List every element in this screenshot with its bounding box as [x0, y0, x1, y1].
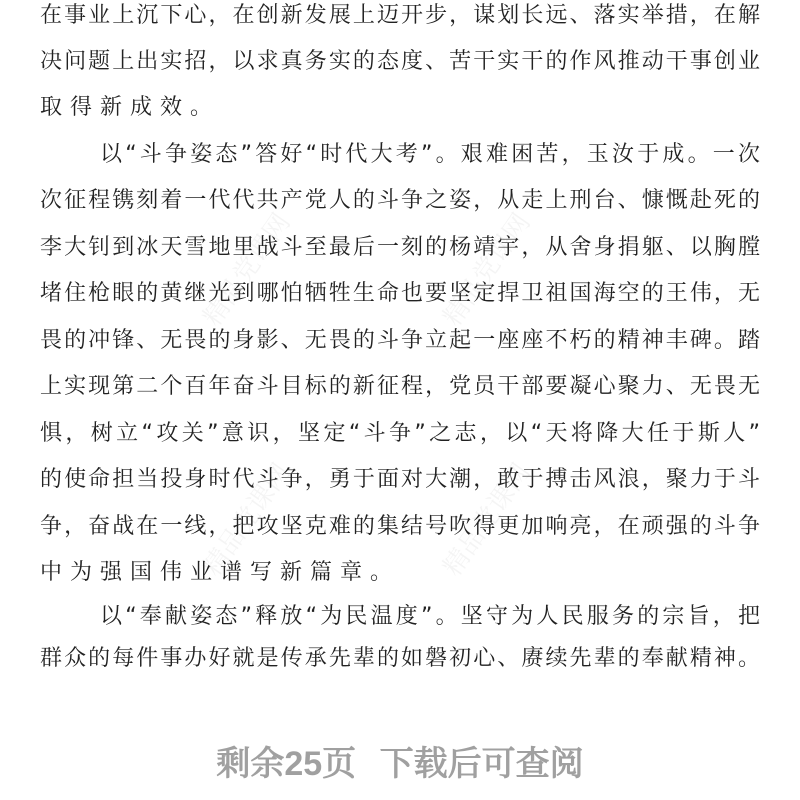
text-line: 群众的每件事办好就是传承先辈的如磐初心、赓续先辈的奉献精神。 [40, 646, 760, 671]
text-line: 取得新成效。 [40, 95, 221, 120]
download-prompt[interactable]: 剩余25页 下载后可查阅 [216, 745, 584, 783]
paragraph-start-line: 以“斗争姿态”答好“时代大考”。艰难困苦，玉汝于成。一次 [100, 142, 760, 167]
watermark [433, 205, 538, 333]
text-line: 畏的冲锋、无畏的身影、无畏的斗争立起一座座不朽的精神丰碑。踏 [40, 328, 760, 353]
text-line: 惧，树立“攻关”意识，坚定“斗争”之志，以“天将降大任于斯人” [40, 421, 760, 446]
watermark [193, 205, 298, 333]
text-line: 争，奋战在一线，把攻坚克难的集结号吹得更加响亮，在顽强的斗争 [40, 514, 760, 539]
text-line: 的使命担当投身时代斗争，勇于面对大潮，敢于搏击风浪，聚力于斗 [40, 467, 760, 492]
text-line: 中为强国伟业谱写新篇章。 [40, 560, 401, 585]
text-line: 堵住枪眼的黄继光到哪怕牺牲生命也要坚定捍卫祖国海空的王伟，无 [40, 281, 760, 306]
paragraph-start-line: 以“奉献姿态”释放“为民温度”。坚守为人民服务的宗旨，把 [100, 604, 760, 629]
text-line: 次征程镌刻着一代代共产党人的斗争之姿，从走上刑台、慷慨赴死的 [40, 188, 760, 213]
text-line: 上实现第二个百年奋斗目标的新征程，党员干部要凝心聚力、无畏无 [40, 374, 760, 399]
text-line: 决问题上出实招，以求真务实的态度、苦干实干的作风推动干事创业 [40, 49, 760, 74]
text-line: 李大钊到冰天雪地里战斗至最后一刻的杨靖宇，从舍身捐躯、以胸膛 [40, 235, 760, 260]
text-line: 在事业上沉下心，在创新发展上迈开步，谋划长远、落实举措，在解 [40, 3, 760, 28]
